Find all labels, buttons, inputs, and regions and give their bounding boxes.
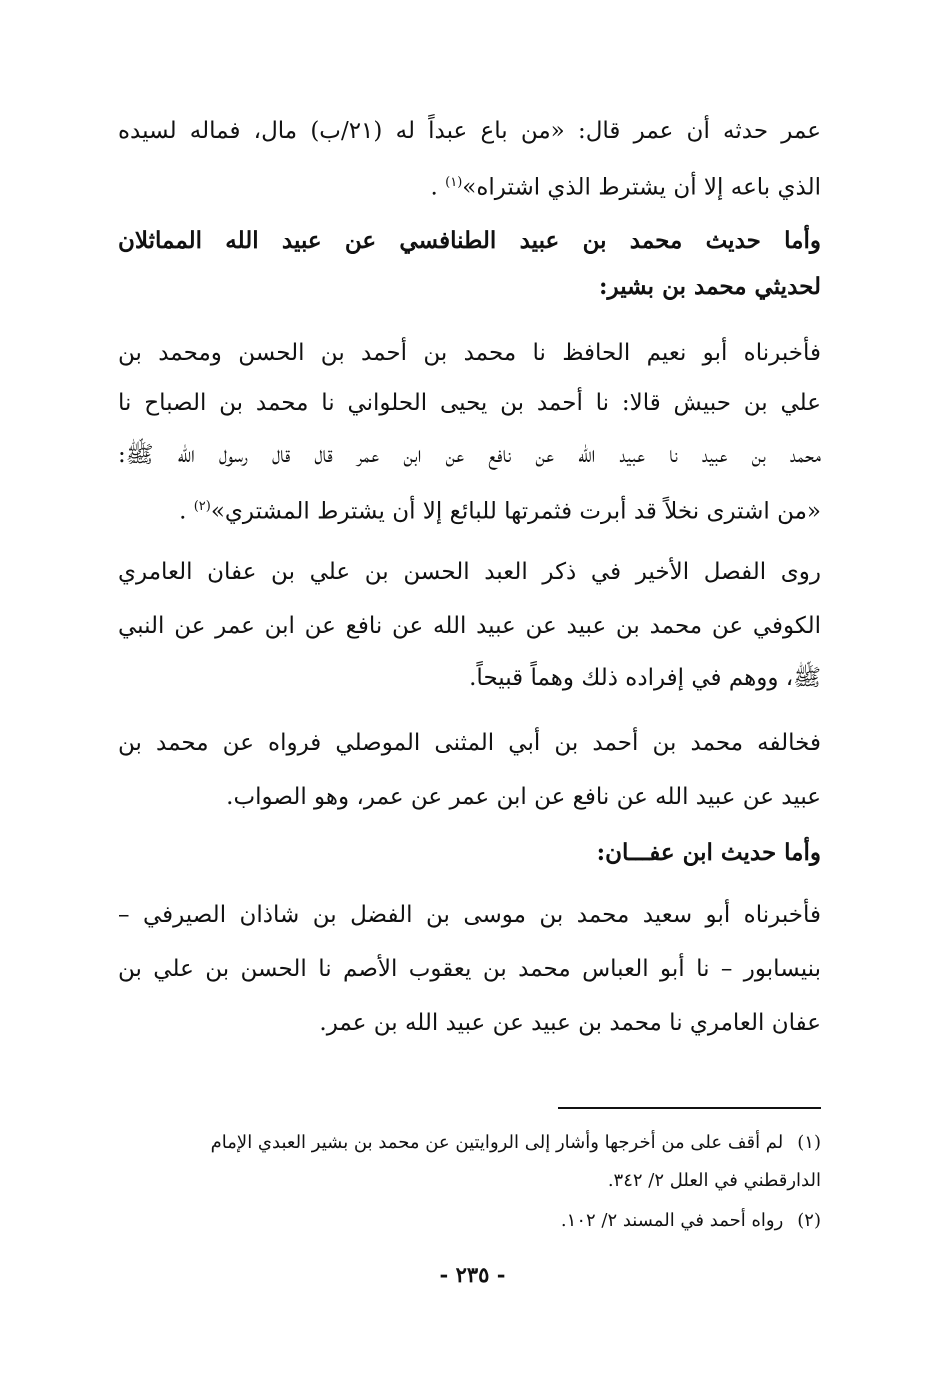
page-number: - ٢٣٥ -: [439, 1262, 506, 1287]
footnote-number: (٢): [797, 1210, 821, 1231]
body-line: علي بن حبيش قالا: نا أحمد بن يحيى الحلواني نا محمد بن الصباح نا: [118, 390, 821, 416]
section-heading: وأما حديث محمد بن عبيد الطنافسي عن عبيد الله المماثلان: [118, 227, 821, 254]
footnote-text: رواه أحمد في المسند ٢/ ١٠٢.: [560, 1210, 784, 1231]
body-line: محمد بن عبيد نا عبيد الله عن نافع عن ابن عمر قال قال رسول الله ﷺ:: [118, 442, 821, 468]
footnote-text: لم أقف على من أخرجها وأشار إلى الروايتين عن محمد بن بشير العبدي الإمام: [210, 1132, 784, 1153]
footnote-continuation: الدارقطني في العلل ٢/ ٣٤٢.: [607, 1170, 821, 1191]
footnote: [118, 1126, 821, 1160]
body-line: عمر حدثه أن عمر قال: «من باع عبداً له (٢١/ب) مال، فماله لسيده: [118, 118, 821, 144]
body-line: فخالفه محمد بن أحمد بن أبي المثنى الموصلي فرواه عن محمد بن: [118, 730, 821, 756]
body-line: روى الفصل الأخير في ذكر العبد الحسن بن علي بن عفان العامري: [118, 559, 821, 585]
body-line: فأخبرناه أبو نعيم الحافظ نا محمد بن أحمد بن الحسن ومحمد بن: [118, 340, 821, 366]
section-heading: وأما حديث ابن عفـــان:: [596, 839, 821, 866]
body-line: الكوفي عن محمد بن عبيد عن عبيد الله عن نافع عن ابن عمر عن النبي: [118, 613, 821, 639]
body-line: ﷺ، ووهم في إفراده ذلك وهماً قبيحاً.: [469, 665, 821, 691]
section-heading: لحديثي محمد بن بشير:: [599, 273, 821, 300]
body-line: بنيسابور – نا أبو العباس محمد بن يعقوب الأصم نا الحسن بن علي بن: [118, 956, 821, 982]
footnote-ref: (١): [445, 175, 463, 190]
footnote: [118, 1204, 821, 1238]
footnote-separator: [558, 1107, 821, 1109]
footnote-number: (١): [797, 1132, 821, 1153]
body-line: عبيد عن عبيد الله عن نافع عن ابن عمر عن عمر، وهو الصواب.: [226, 784, 821, 810]
body-line: «من اشترى نخلاً قد أبرت فثمرتها للبائع إلا أن يشترط المشتري»$^{(٢)}$ .: [179, 498, 821, 525]
footnote-ref: (٢): [193, 499, 211, 514]
body-line: الذي باعه إلا أن يشترط الذي اشتراه»$^{(١)}$ .: [430, 174, 821, 201]
body-line: فأخبرناه أبو سعيد محمد بن موسى بن الفضل بن شاذان الصيرفي –: [118, 902, 821, 928]
body-line: عفان العامري نا محمد بن عبيد عن عبيد الله بن عمر.: [319, 1010, 821, 1036]
